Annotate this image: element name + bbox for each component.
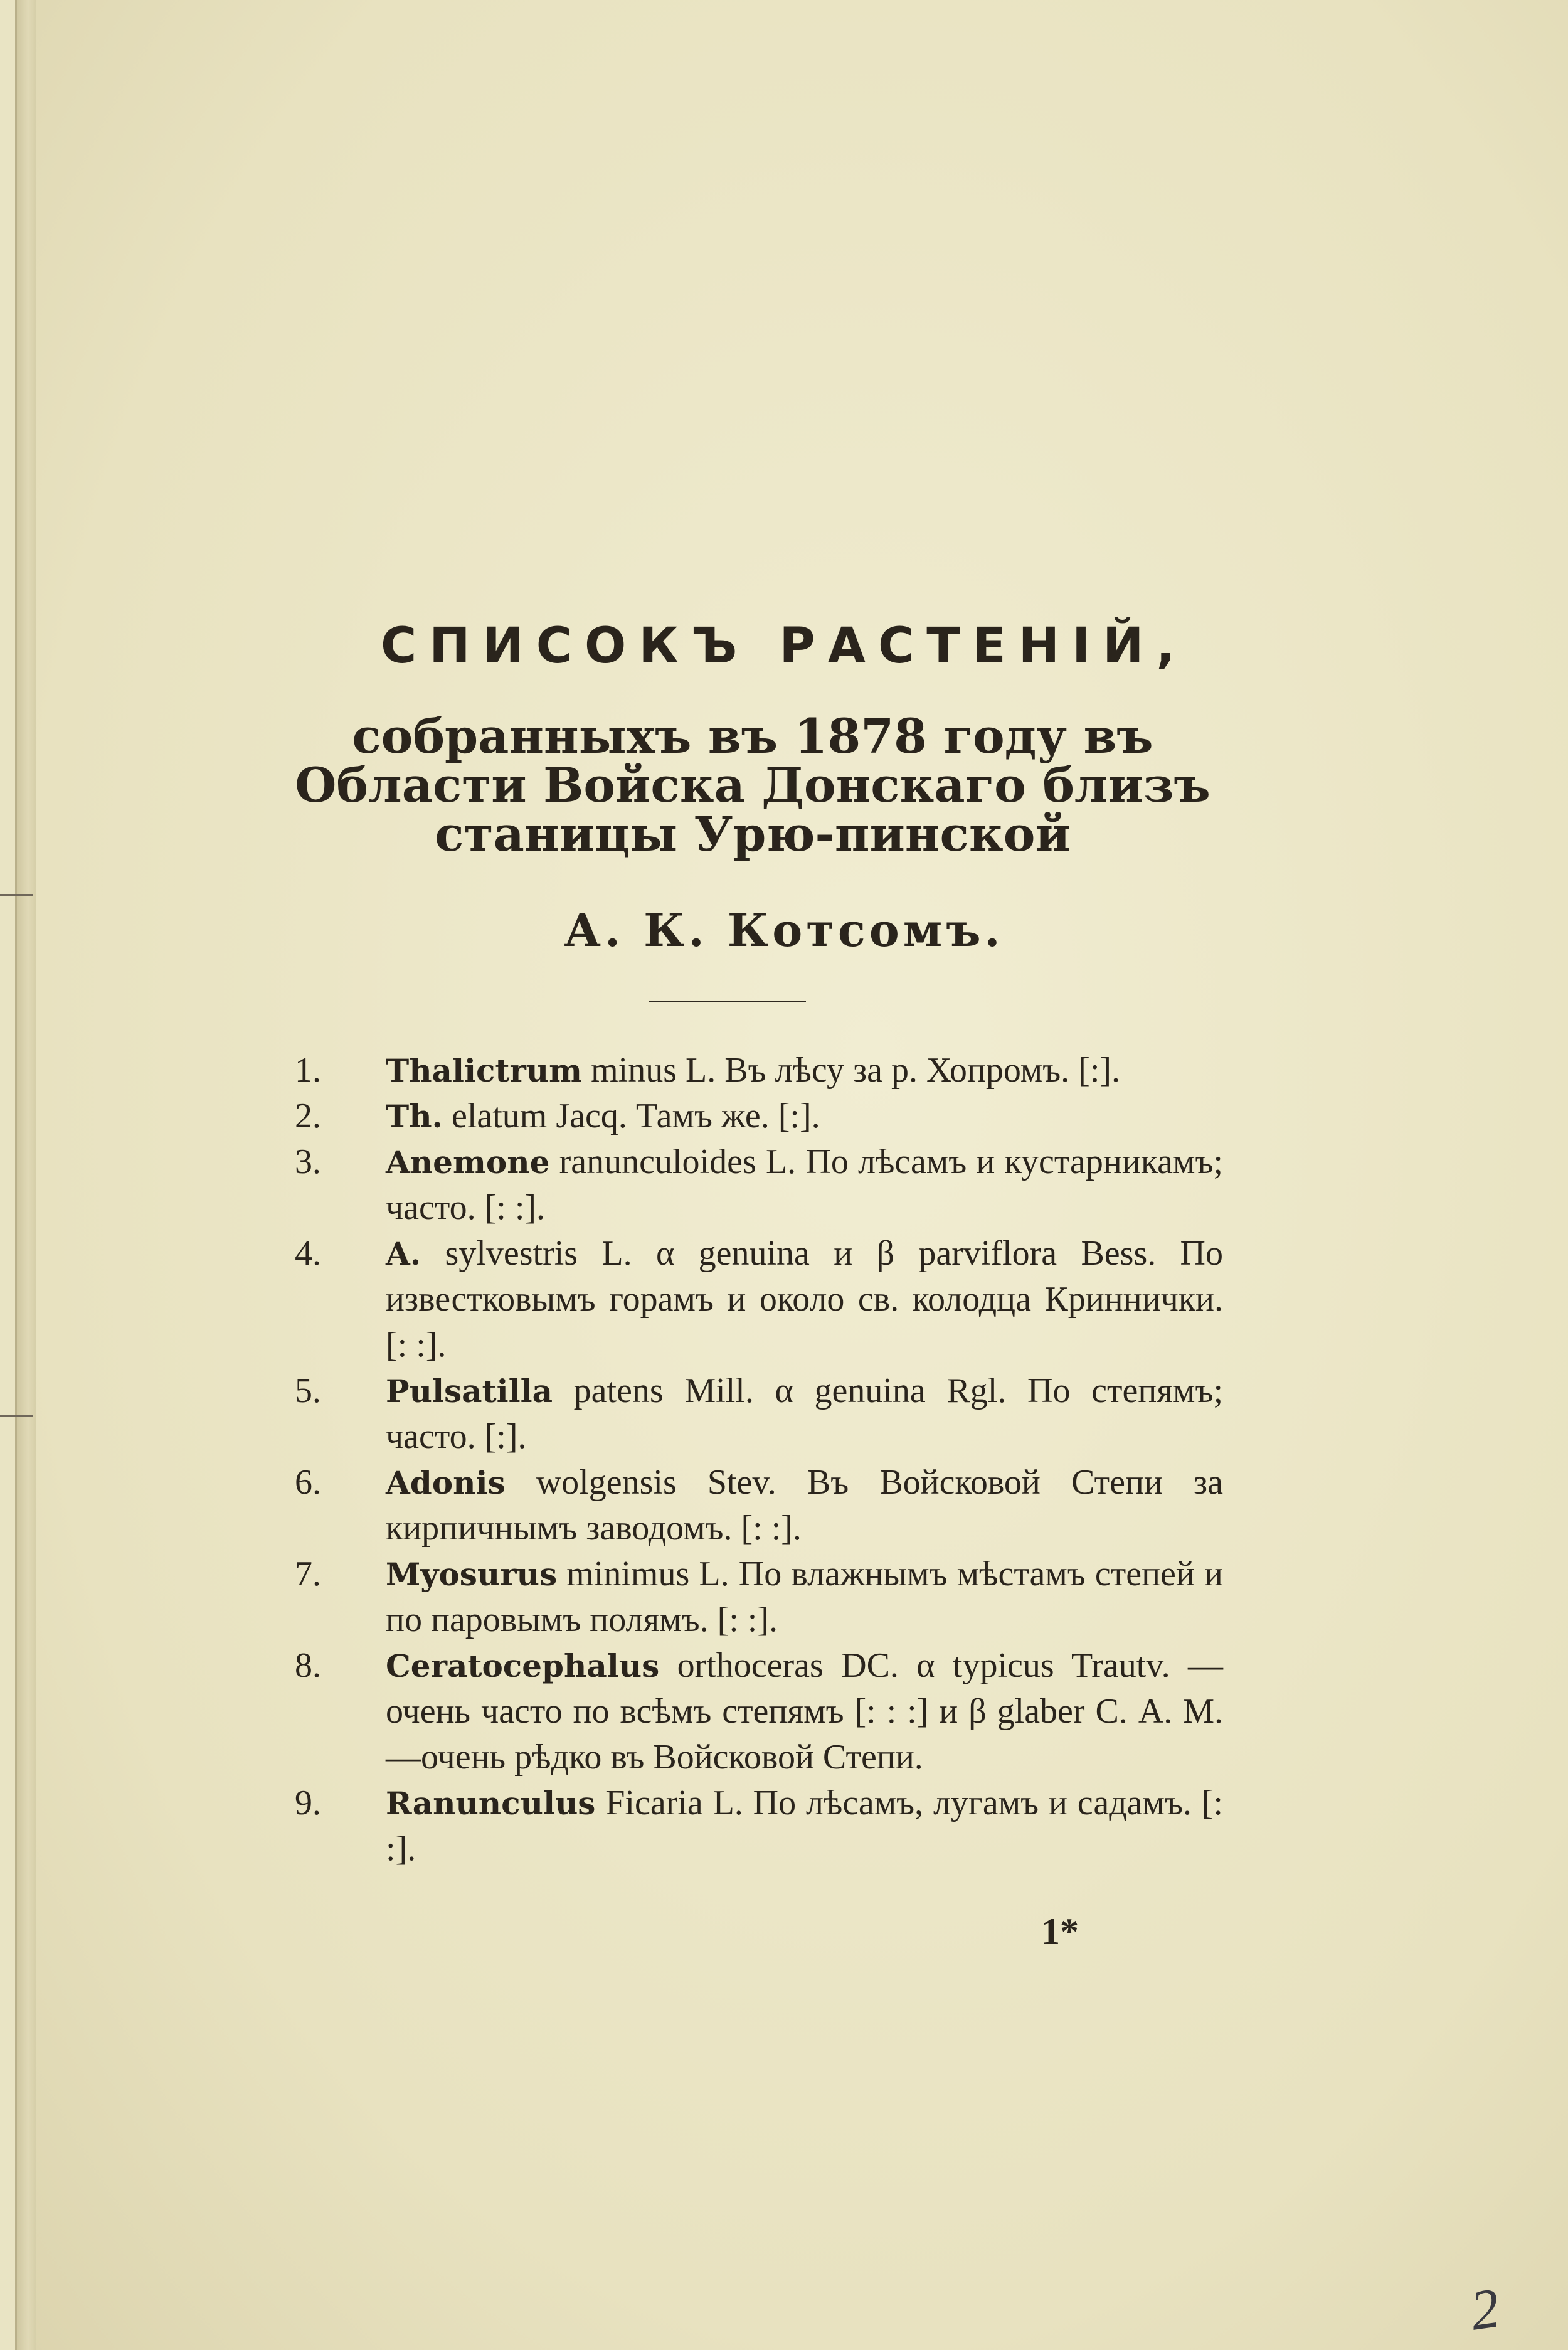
- genus-name: Ranunculus: [386, 1785, 596, 1822]
- entry-number: 2.: [295, 1097, 321, 1135]
- entry-text: minimus L. По влажнымъ мѣстамъ степей и по паровымъ полямъ. [: :].: [386, 1555, 1223, 1639]
- binding-spine: [17, 0, 36, 2350]
- entry-number: 7.: [295, 1555, 321, 1593]
- author: А. К. Котсомъ.: [564, 903, 1004, 957]
- entry-number: 5.: [295, 1371, 321, 1410]
- entry-number: 4.: [295, 1234, 321, 1273]
- entry-text: patens Mill. α genuina Rgl. По степямъ; часто. [:].: [386, 1371, 1223, 1456]
- list-item: [295, 1048, 1223, 1093]
- list-item: [295, 1093, 1223, 1139]
- list-item: [295, 1231, 1223, 1368]
- subtitle: собранныхъ въ 1878 году въ Области Войска Донскаго близъ станицы Урю-пинской: [295, 708, 1210, 862]
- page-title: СПИСОКЪ РАСТЕНІЙ,: [380, 618, 1188, 674]
- entry-text: orthoceras DC. α typicus Trautv. — очень часто по всѣмъ степямъ [: : :] и β glaber С. А. М.—очень рѣдко въ Войсковой Степи.: [386, 1646, 1223, 1777]
- genus-name: A.: [386, 1235, 421, 1272]
- entry-number: 6.: [295, 1463, 321, 1502]
- list-item: [295, 1643, 1223, 1780]
- edge-mark: [0, 894, 33, 896]
- entry-text: Ficaria L. По лѣсамъ, лугамъ и садамъ. [: :].: [386, 1784, 1223, 1868]
- species-list: [295, 1048, 1223, 1872]
- genus-name: Adonis: [386, 1464, 506, 1501]
- entry-text: sylvestris L. α genuina и β parviflora Bess. По известковымъ горамъ и около св. колодца Криннички. [: :].: [386, 1234, 1223, 1364]
- entry-number: 9.: [295, 1784, 321, 1822]
- genus-name: Thalictrum: [386, 1052, 583, 1089]
- entry-text: elatum Jacq. Тамъ же. [:].: [442, 1097, 820, 1135]
- list-item: [295, 1551, 1223, 1643]
- signature-mark: 1*: [1041, 1911, 1079, 1952]
- handwritten-page-number: 2: [1466, 2277, 1503, 2342]
- divider: [649, 1001, 806, 1002]
- genus-name: Pulsatilla: [386, 1373, 553, 1410]
- edge-mark: [0, 1415, 33, 1417]
- list-item: [295, 1368, 1223, 1460]
- entry-number: 1.: [295, 1051, 321, 1090]
- genus-name: Anemone: [386, 1144, 550, 1181]
- genus-name: Myosurus: [386, 1556, 558, 1593]
- entry-number: 8.: [295, 1646, 321, 1685]
- list-item: [295, 1780, 1223, 1872]
- list-item: [295, 1460, 1223, 1551]
- entry-number: 3.: [295, 1142, 321, 1181]
- entry-text: ranunculoides L. По лѣсамъ и кустарникамъ; часто. [: :].: [386, 1142, 1223, 1227]
- entry-text: minus L. Въ лѣсу за р. Хопромъ. [:].: [582, 1051, 1121, 1090]
- list-item: [295, 1139, 1223, 1231]
- genus-name: Ceratocephalus: [386, 1647, 660, 1684]
- genus-name: Th.: [386, 1098, 443, 1135]
- entry-text: wolgensis Stev. Въ Войсковой Степи за кирпичнымъ заводомъ. [: :].: [386, 1463, 1223, 1548]
